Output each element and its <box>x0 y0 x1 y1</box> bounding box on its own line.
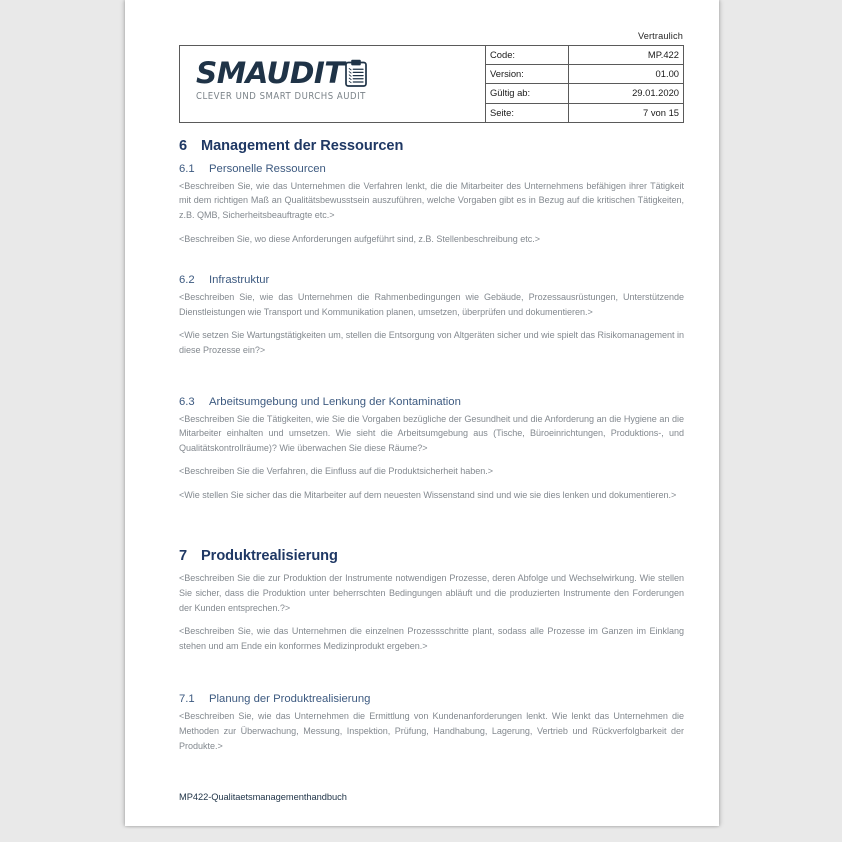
section-title-6-1: Personelle Ressourcen <box>209 162 326 175</box>
section-number-6: 6 <box>179 137 188 154</box>
document-body <box>179 137 684 753</box>
paragraph-7-2: <Beschreiben Sie, wie das Unternehmen die einzelnen Prozessschritte plant, sodass alle Prozesse im Ganzen im Einklang stehen und am Ende ein konformes Medizinprodukt ergeben.> <box>179 626 684 651</box>
heading-section-6-2 <box>179 272 684 288</box>
page-footer: MP422-Qualitaetsmanagementhandbuch <box>179 792 347 802</box>
header-label-page: Seite: <box>486 103 569 122</box>
logo-cell <box>180 46 486 123</box>
section-number-7: 7 <box>179 548 188 565</box>
header-label-code: Code: <box>486 46 569 65</box>
paragraph-6-2-2: <Wie setzen Sie Wartungstätigkeiten um, stellen die Entsorgung von Altgeräten sicher und wie spielt das Risikomanagement in diese Prozesse ein?> <box>179 330 684 355</box>
paragraph-7-1-1: <Beschreiben Sie, wie das Unternehmen die Ermittlung von Kundenanforderungen lenkt. Wie lenkt das Unternehmen die Methoden zur Überwachung, Messung, Inspektion, Prüfung, Handhabung, Lagerung, Vertrieb und Rückverfolgbarkeit der Produkte.> <box>179 711 684 751</box>
company-logo <box>196 58 471 106</box>
header-value-page: 7 von 15 <box>569 103 684 122</box>
section-number-6-1: 6.1 <box>179 162 195 175</box>
section-title-6: Management der Ressourcen <box>201 137 404 154</box>
header-label-version: Version: <box>486 65 569 84</box>
section-number-6-3: 6.3 <box>179 395 195 408</box>
header-value-version: 01.00 <box>569 65 684 84</box>
section-number-6-2: 6.2 <box>179 274 195 287</box>
table-row <box>180 46 684 65</box>
heading-section-6-1 <box>179 161 684 177</box>
section-title-7: Produktrealisierung <box>201 548 338 565</box>
section-title-6-3: Arbeitsumgebung und Lenkung der Kontamination <box>209 395 461 408</box>
paragraph-6-3-1: <Beschreiben Sie die Tätigkeiten, wie Sie die Vorgaben bezügliche der Gesundheit und die Anforderung an die Hygiene an die Mitarbeiter einhalten und umsetzen. Wie sieht die Arbeitsumgebung aus (Tische, Büroeinrichtungen, Produktions-, und Qualitätskontrollräume)? Wie überwachen Sie diese Räume?> <box>179 413 684 453</box>
section-number-7-1: 7.1 <box>179 693 195 706</box>
logo-wordmark: SMAUDIT <box>196 56 344 90</box>
document-header-table <box>179 45 684 123</box>
paragraph-6-1-1: <Beschreiben Sie, wie das Unternehmen die Verfahren lenkt, die die Mitarbeiter des Unternehmens befähigen ihrer Tätigkeit mit dem richtigen Maß an Qualitätsbewusstsein auszuführen, welche Vorgaben gibt es in Bezug auf die kritischen Tätigkeiten, z.B. QMB, Sicherheitsbeauftragte etc.> <box>179 180 684 220</box>
heading-section-6-3 <box>179 394 684 410</box>
document-page <box>125 0 719 826</box>
paragraph-6-3-3: <Wie stellen Sie sicher das die Mitarbeiter auf dem neuesten Wissenstand sind und wie sie dies lenken und dokumentieren.> <box>179 489 677 500</box>
header-value-valid-from: 29.01.2020 <box>569 84 684 103</box>
heading-section-6 <box>179 137 684 156</box>
paragraph-6-1-2: <Beschreiben Sie, wo diese Anforderungen aufgeführt sind, z.B. Stellenbeschreibung etc.> <box>179 233 540 244</box>
paragraph-6-2-1: <Beschreiben Sie, wie das Unternehmen die Rahmenbedingungen wie Gebäude, Prozessausrüstungen, Unterstützende Dienstleistungen wie Transport und Kommunikation planen, umsetzen, überprüfen und dokumentieren.> <box>179 292 684 317</box>
section-title-6-2: Infrastruktur <box>209 274 270 287</box>
heading-section-7 <box>179 547 684 566</box>
confidentiality-label: Vertraulich <box>637 31 683 41</box>
logo-tagline: CLEVER UND SMART DURCHS AUDIT <box>196 91 366 102</box>
heading-section-7-1 <box>179 691 684 707</box>
header-value-code: MP.422 <box>569 46 684 65</box>
logo-main-row <box>196 58 471 92</box>
paragraph-6-3-2: <Beschreiben Sie die Verfahren, die Einfluss auf die Produktsicherheit haben.> <box>179 466 494 477</box>
section-title-7-1: Planung der Produktrealisierung <box>209 693 371 706</box>
page-content-area <box>179 30 684 753</box>
clipboard-icon <box>345 59 367 92</box>
header-label-valid-from: Gültig ab: <box>486 84 569 103</box>
paragraph-7-1: <Beschreiben Sie die zur Produktion der Instrumente notwendigen Prozesse, deren Abfolge und Wechselwirkung. Wie stellen Sie sicher, dass die Produktion unter beherrschten Bedingungen abläuft und die produzierten Instrumente den Forderungen der Kunden entsprechen.?> <box>179 573 684 613</box>
